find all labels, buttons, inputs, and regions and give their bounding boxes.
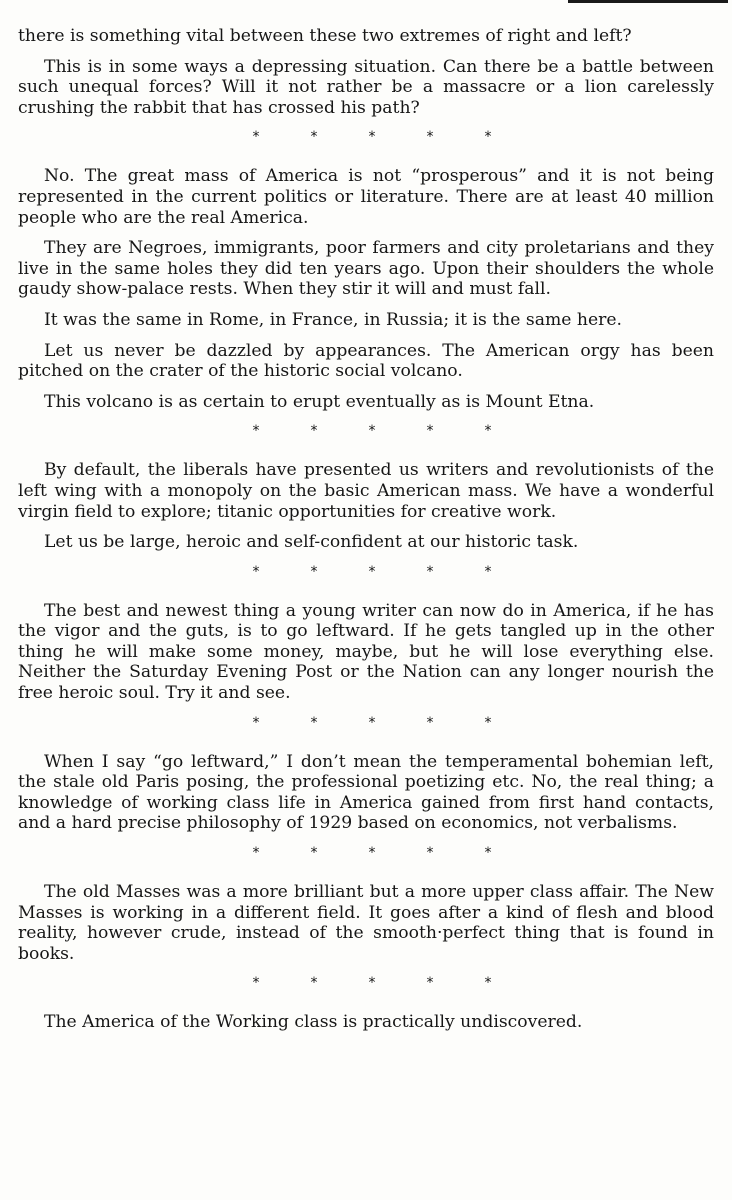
paragraph: The best and newest thing a young writer can now do in America, if he has the vigor and the guts, is to go leftward. If he gets tangled up in the other thing he will make some money, maybe, but he will lose everything else. Neither the Saturday Evening Post or the Nation can any longer nourish the free heroic soul. Try it and see. bbox=[18, 600, 714, 704]
asterisk: * bbox=[252, 845, 260, 862]
asterisk: * bbox=[426, 563, 434, 580]
asterisk: * bbox=[252, 975, 260, 992]
paragraph: This is in some ways a depressing situation. Can there be a battle between such unequal forces? Will it not rather be a massacre or a lion carelessly crushing the rabbit that has crossed his path? bbox=[18, 56, 714, 118]
asterisk: * bbox=[310, 563, 318, 580]
asterisk: * bbox=[426, 845, 434, 862]
asterisk: * bbox=[310, 845, 318, 862]
asterisk: * bbox=[368, 714, 376, 731]
paragraph: there is something vital between these two extremes of right and left? bbox=[18, 26, 632, 46]
asterisk: * bbox=[368, 563, 376, 580]
asterisk: * bbox=[368, 423, 376, 440]
asterisk: * bbox=[484, 714, 492, 731]
section-divider bbox=[18, 974, 714, 992]
asterisk: * bbox=[484, 975, 492, 992]
asterisk: * bbox=[484, 563, 492, 580]
asterisk: * bbox=[368, 975, 376, 992]
section-divider bbox=[18, 422, 714, 440]
asterisk: * bbox=[368, 129, 376, 146]
asterisk: * bbox=[252, 714, 260, 731]
section-divider bbox=[18, 128, 714, 146]
asterisk: * bbox=[310, 714, 318, 731]
asterisk: * bbox=[310, 975, 318, 992]
asterisk: * bbox=[252, 129, 260, 146]
asterisk: * bbox=[252, 563, 260, 580]
asterisk: * bbox=[426, 975, 434, 992]
top-rule bbox=[568, 0, 728, 3]
paragraph: This volcano is as certain to erupt eventually as is Mount Etna. bbox=[44, 391, 595, 412]
paragraph: No. The great mass of America is not “prosperous” and it is not being represented in the current politics or literature. There are at least 40 million people who are the real America. bbox=[18, 166, 714, 228]
section-divider bbox=[18, 844, 714, 862]
paragraph: Let us be large, heroic and self-confident at our historic task. bbox=[44, 532, 579, 553]
asterisk: * bbox=[368, 845, 376, 862]
section-divider bbox=[18, 714, 714, 732]
section-divider bbox=[18, 563, 714, 581]
asterisk: * bbox=[426, 423, 434, 440]
paragraph: They are Negroes, immigrants, poor farmers and city proletarians and they live in the same holes they did ten years ago. Upon their shoulders the whole gaudy show-palace rests. When they stir it will and must fall. bbox=[18, 238, 714, 300]
paragraph: The America of the Working class is practically undiscovered. bbox=[44, 1012, 583, 1033]
asterisk: * bbox=[310, 423, 318, 440]
asterisk: * bbox=[426, 129, 434, 146]
paragraph: When I say “go leftward,” I don’t mean the temperamental bohemian left, the stale old Paris posing, the professional poetizing etc. No, the real thing; a knowledge of working class life in America gained from first hand contacts, and a hard precise philosophy of 1929 based on economics, not verbalisms. bbox=[18, 751, 714, 834]
paragraph: It was the same in Rome, in France, in Russia; it is the same here. bbox=[44, 309, 622, 330]
asterisk: * bbox=[310, 129, 318, 146]
asterisk: * bbox=[426, 714, 434, 731]
paragraph: Let us never be dazzled by appearances. The American orgy has been pitched on the crater of the historic social volcano. bbox=[18, 340, 714, 382]
paragraph: By default, the liberals have presented us writers and revolutionists of the left wing with a monopoly on the basic American mass. We have a wonderful virgin field to explore; titanic opportunities for creative work. bbox=[18, 460, 714, 522]
asterisk: * bbox=[484, 129, 492, 146]
asterisk: * bbox=[252, 423, 260, 440]
asterisk: * bbox=[484, 845, 492, 862]
article-text-column bbox=[18, 26, 714, 1043]
asterisk: * bbox=[484, 423, 492, 440]
paragraph: The old Masses was a more brilliant but a more upper class affair. The New Masses is working in a different field. It goes after a kind of flesh and blood reality, however crude, instead of the smooth·perfect thing that is found in books. bbox=[18, 882, 714, 964]
